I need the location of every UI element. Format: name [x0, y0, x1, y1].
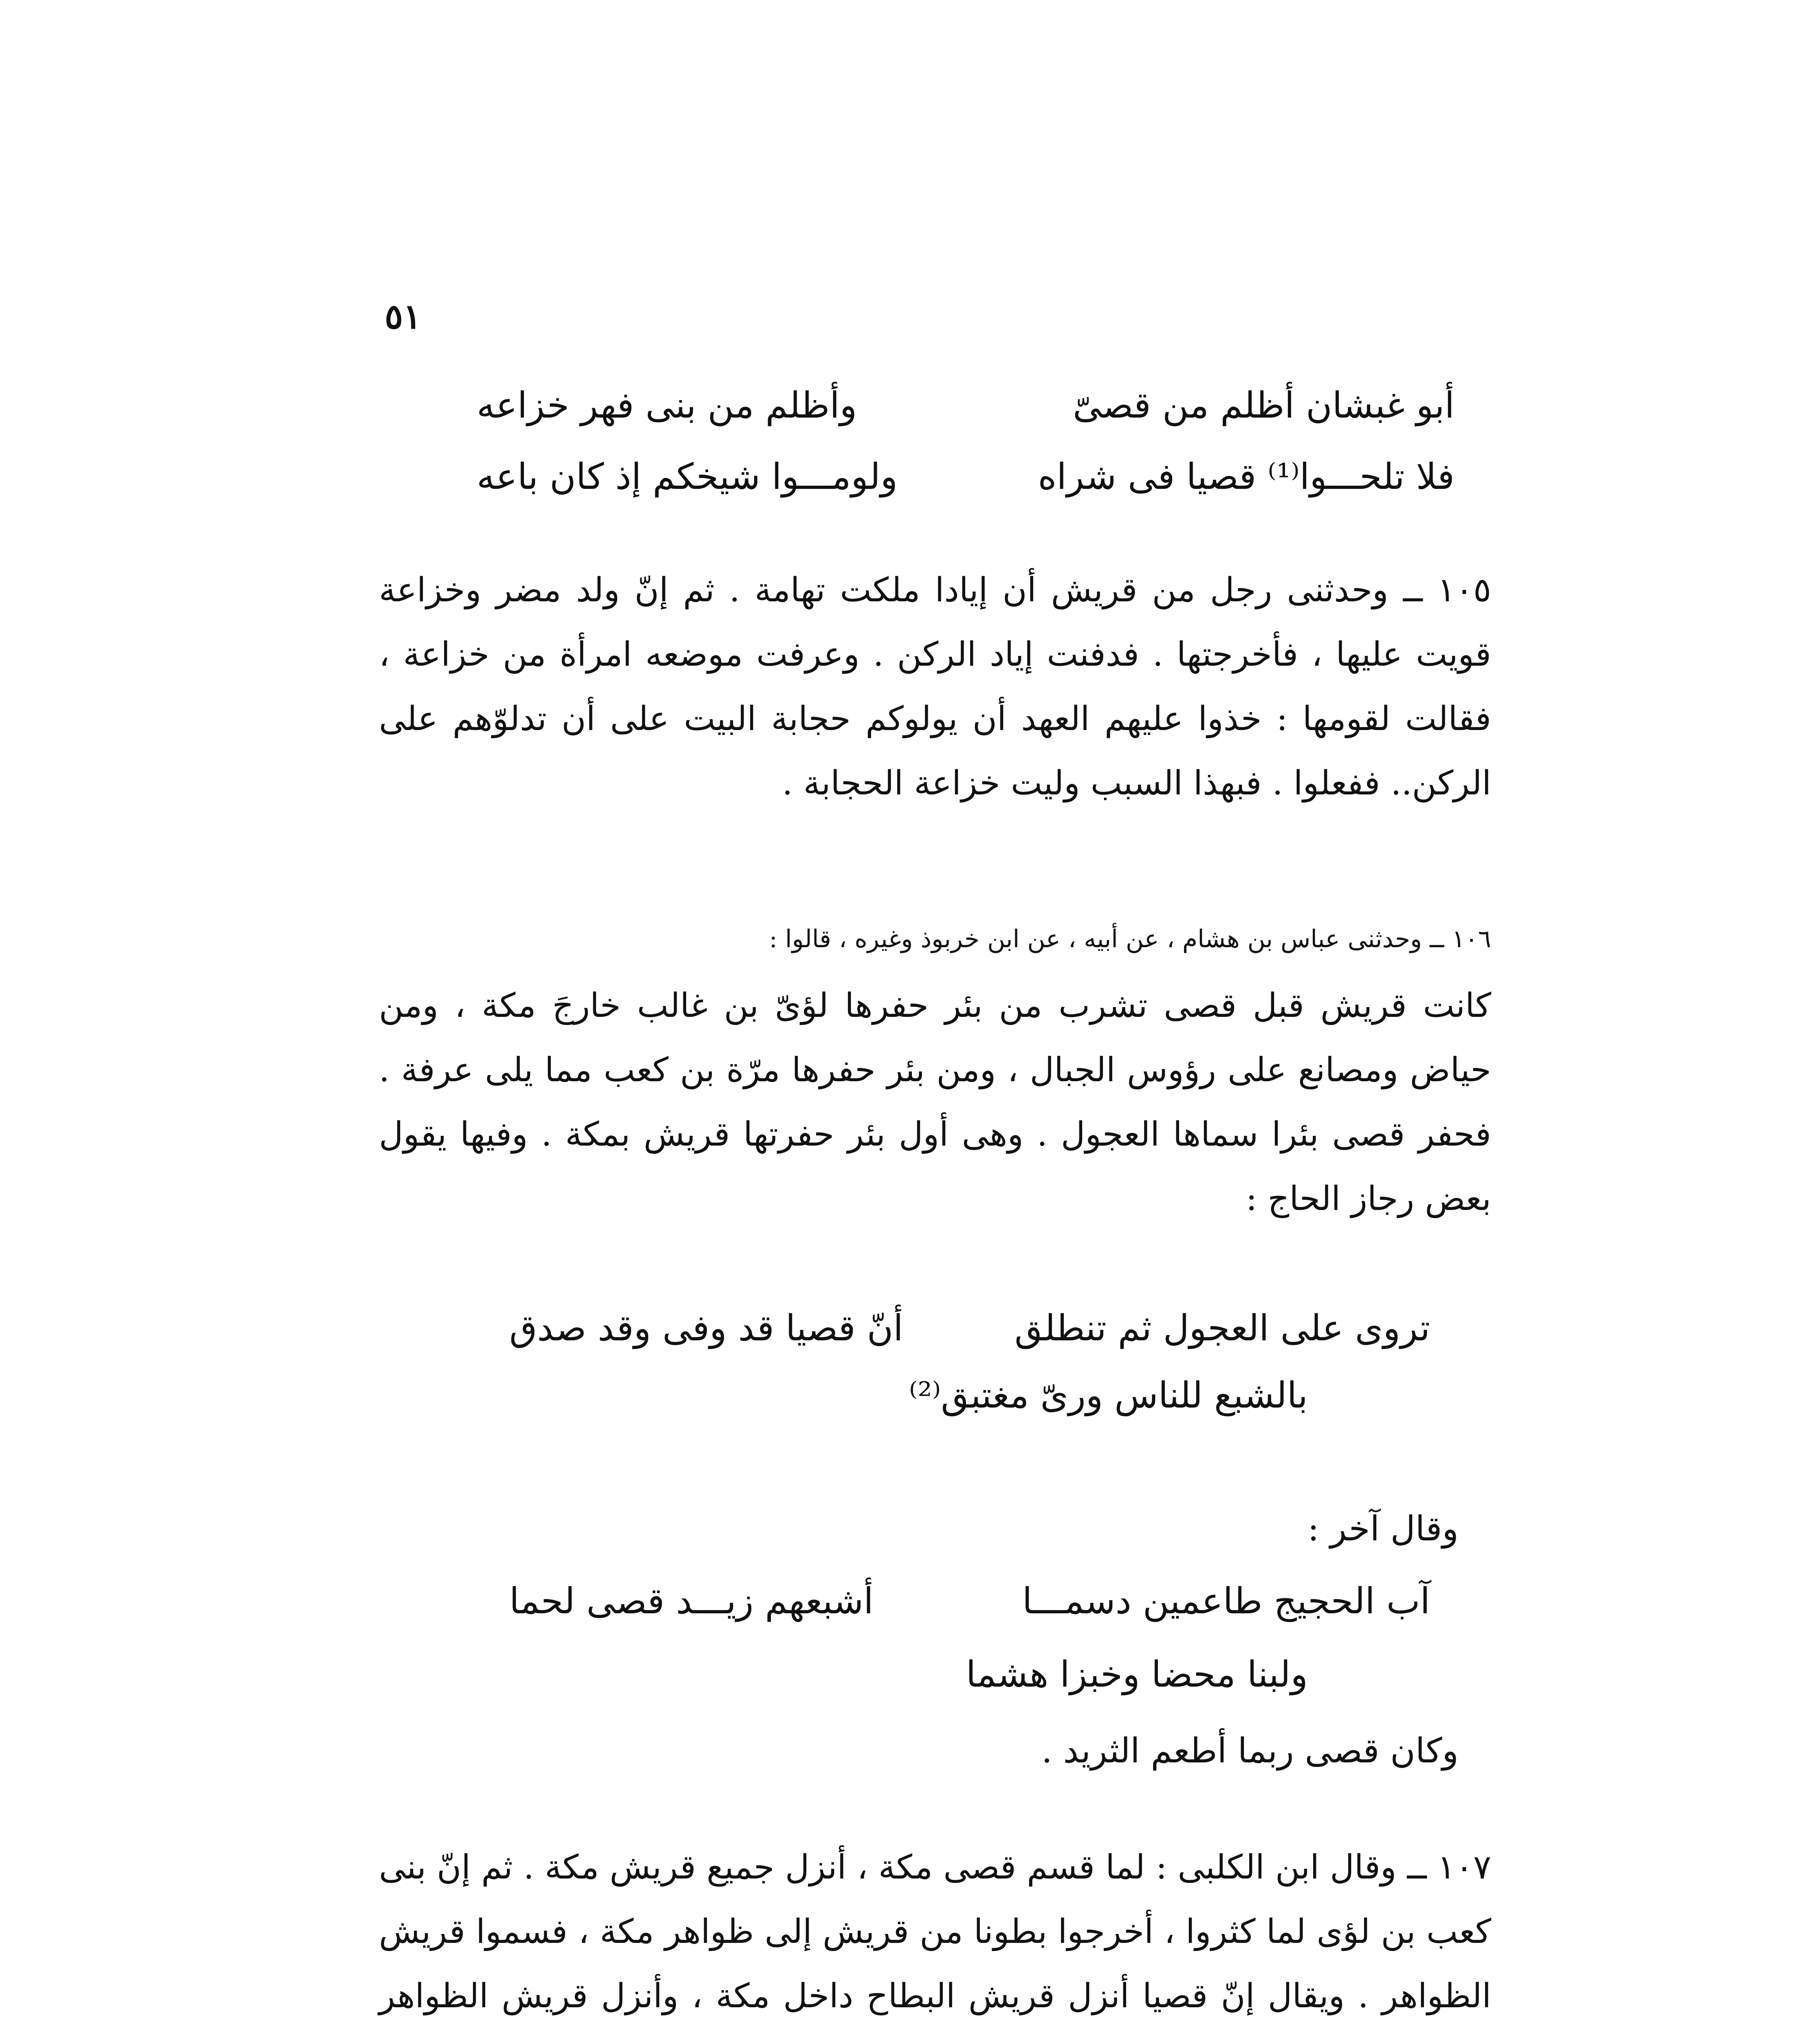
rajaz-hemistich-continuation: بالشبع للناس ورىّ مغتبق⁽²⁾ [909, 1374, 1308, 1416]
verse-hemistich-left: وأظلم من بنى فهر خزاعه [477, 384, 857, 426]
rajaz-1-line-1 [509, 1306, 1430, 1351]
rajaz-hemistich-continuation: ولبنا محضا وخبزا هشما [966, 1653, 1308, 1695]
rajaz-hemistich-left: أشبعهم زيـــد قصى لحما [509, 1580, 874, 1622]
other-poet-label: وقال آخر : [1307, 1509, 1459, 1549]
paragraph-106-intro: ١٠٦ ــ وحدثنى عباس بن هشام ، عن أبيه ، عن ابن خربوذ وغيره ، قالوا : [769, 925, 1491, 953]
verse-hemistich-right: أبو غبشان أظلم من قصىّ [1073, 384, 1455, 426]
closing-line: وكان قصى ربما أطعم الثريد . [1041, 1731, 1459, 1771]
rajaz-2-line-2 [509, 1652, 1430, 1697]
rajaz-1-line-2 [509, 1373, 1430, 1418]
verse-line-2 [477, 454, 1455, 499]
verse-line-1 [477, 383, 1455, 428]
verse-hemistich-left: ولومـــوا شيخكم إذ كان باعه [477, 455, 898, 497]
rajaz-hemistich-right: تروى على العجول ثم تنطلق [1014, 1307, 1430, 1349]
page-number: ٥١ [385, 296, 422, 337]
paragraph-107: ١٠٧ ــ وقال ابن الكلبى : لما قسم قصى مكة ، أنزل جميع قريش مكة . ثم إنّ بنى كعب بن لؤى لما كثروا ، أخرجوا بطونا من قريش إلى ظواهر مكة ، فسموا قريش الظواهر . ويقال إنّ قصيا أنزل قريش البطاح داخل مكة ، وأنزل قريش الظواهر [379, 1848, 1491, 2015]
rajaz-hemistich-left: أنّ قصيا قد وفى وقد صدق [509, 1307, 903, 1349]
rajaz-hemistich-right: آب الحجيج طاعمين دسمـــا [1022, 1580, 1430, 1622]
paragraph-105: ١٠٥ ــ وحدثنى رجل من قريش أن إيادا ملكت تهامة . ثم إنّ ولد مضر وخزاعة قويت عليها ، فأخرجتها . فدفنت إياد الركن . وعرفت موضعه امرأة من خزاعة ، فقالت لقومها : خذوا عليهم العهد أن يولوكم حجابة البيت على أن تدلوّهم على الركن.. ففعلوا . فبهذا السبب وليت خزاعة الحجابة . [379, 571, 1491, 803]
rajaz-2-line-1 [509, 1579, 1430, 1623]
paragraph-106-body: كانت قريش قبل قصى تشرب من بئر حفرها لؤىّ بن غالب خارجَ مكة ، ومن حياض ومصانع على رؤوس الجبال ، ومن بئر حفرها مرّة بن كعب مما يلى عرفة . فحفر قصى بئرا سماها العجول . وهى أول بئر حفرتها قريش بمكة . وفيها يقول بعض رجاز الحاج : [379, 986, 1491, 1218]
verse-hemistich-right: فلا تلحـــوا⁽¹⁾ قصيا فى شراه [1038, 455, 1455, 497]
